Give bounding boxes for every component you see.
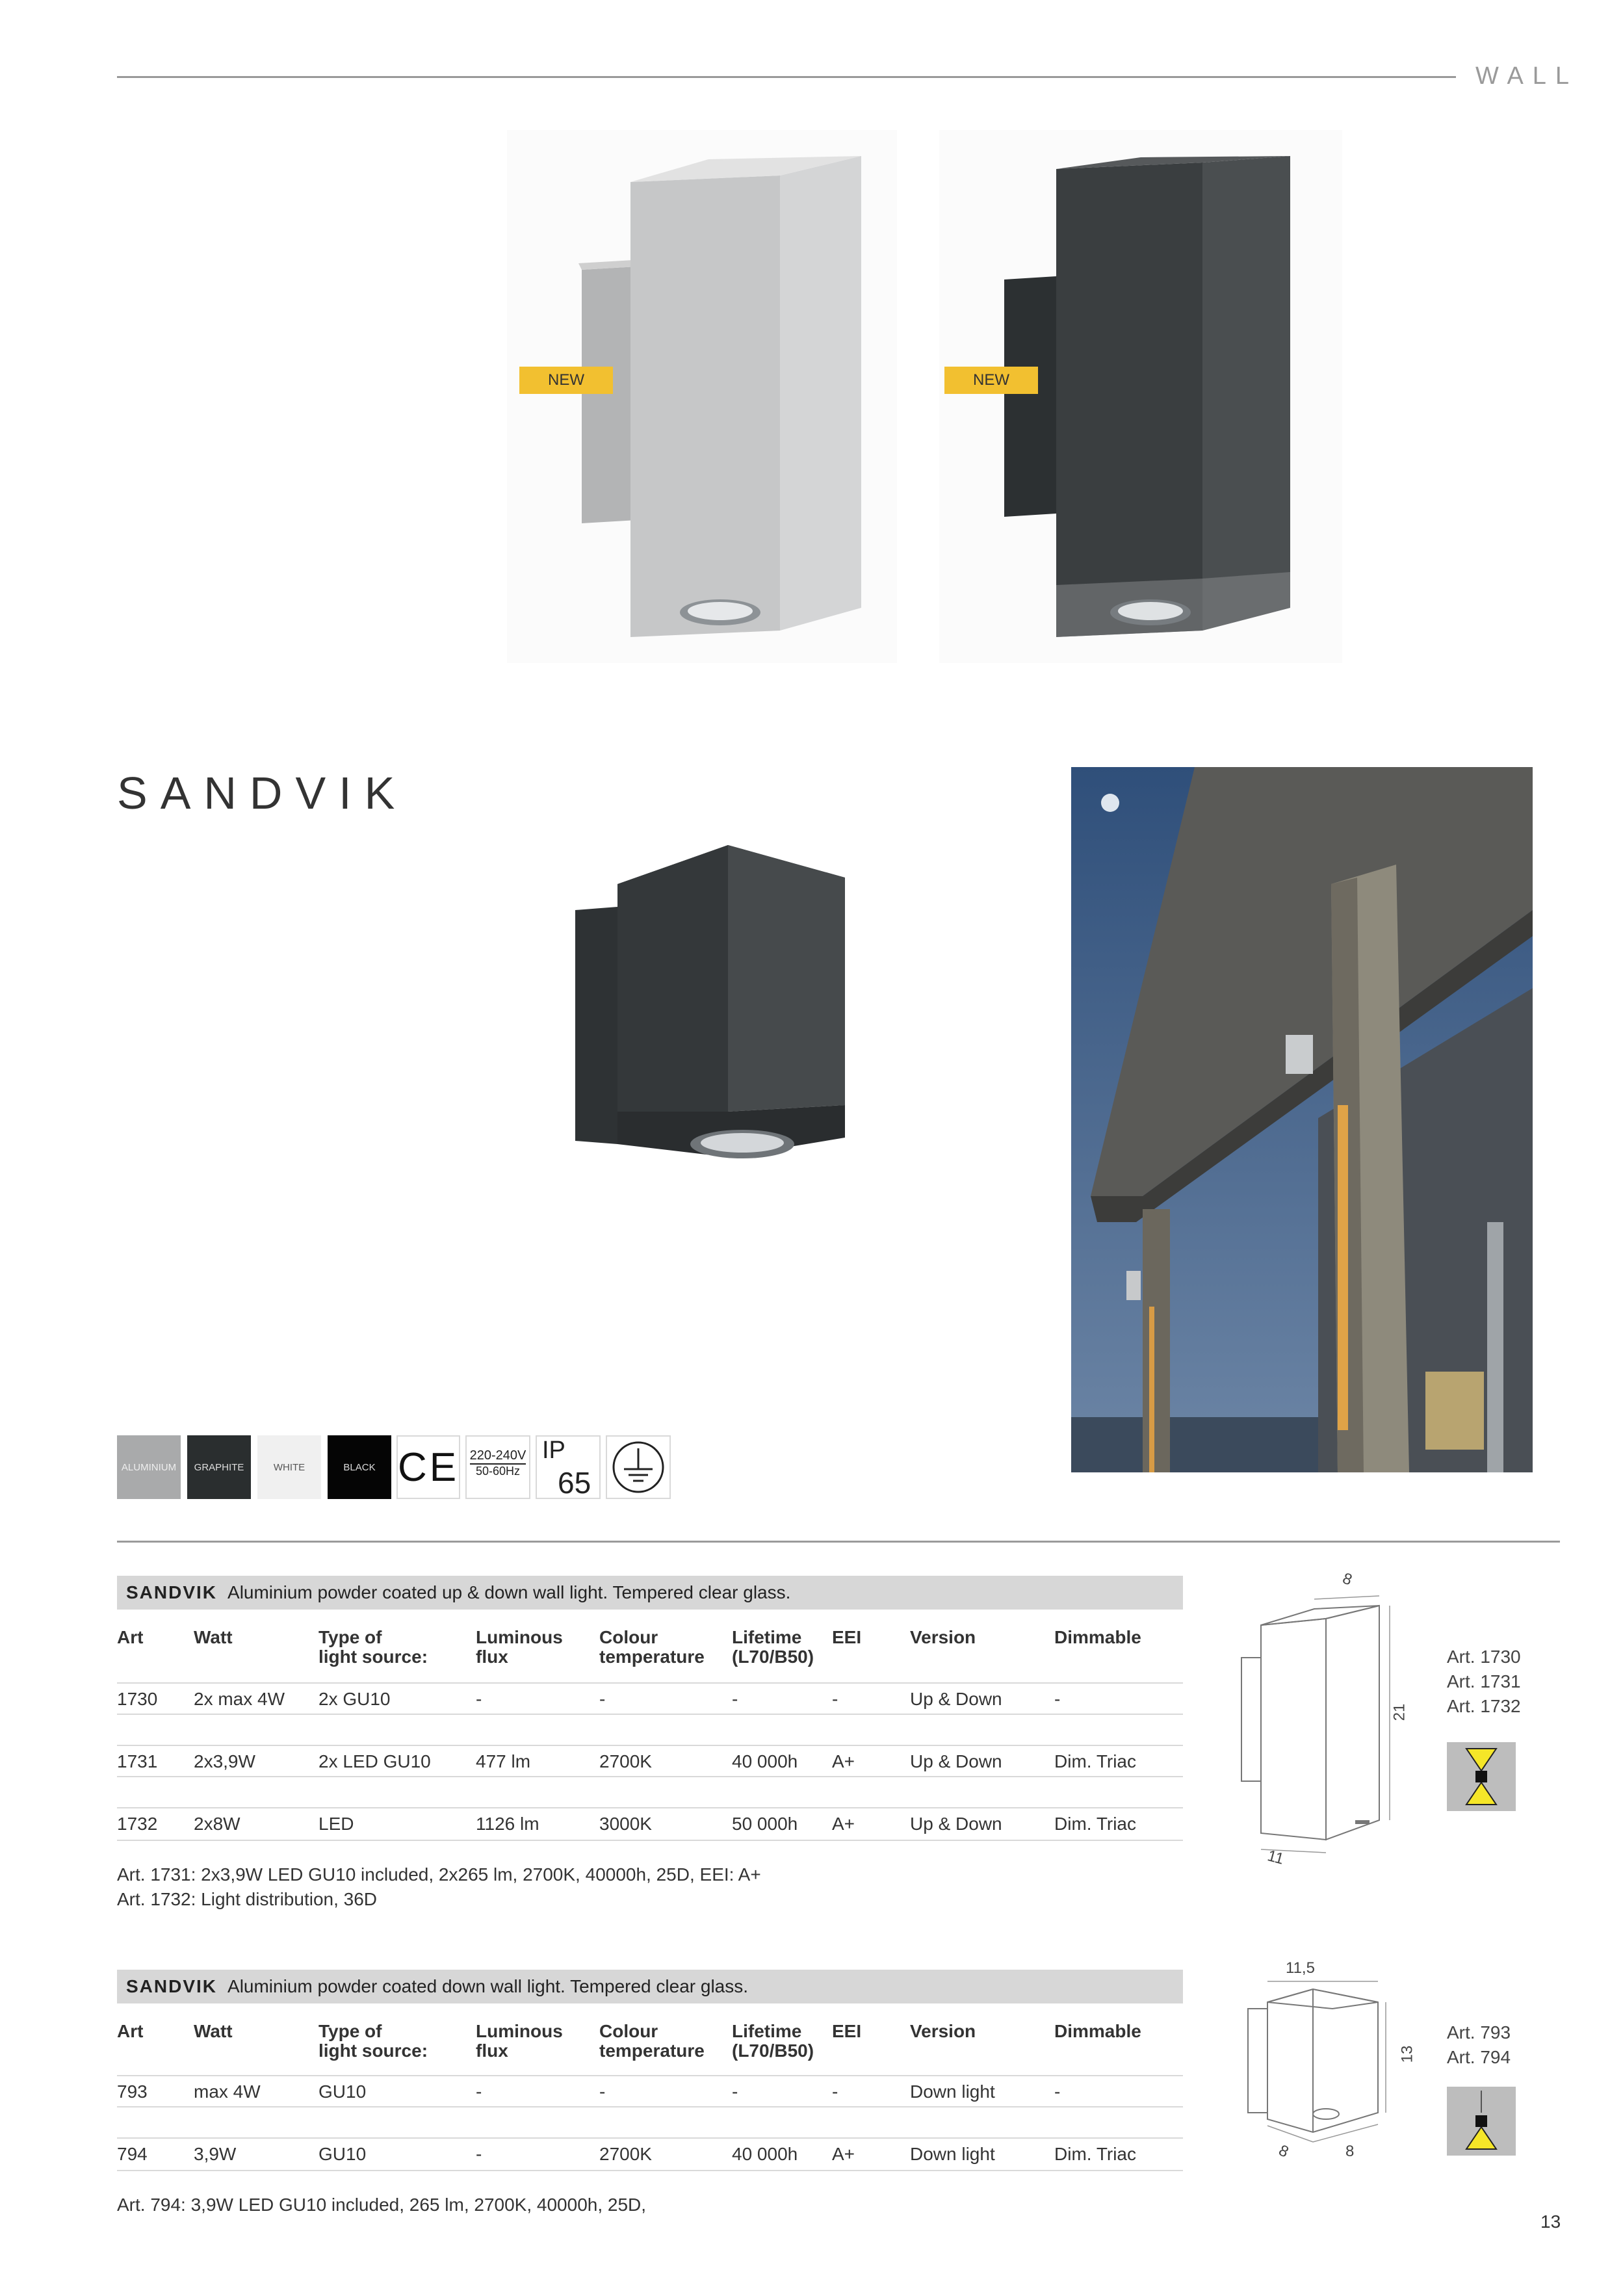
cell-eei: A+ [832, 1814, 855, 1834]
cell-version: Up & Down [910, 1689, 1002, 1709]
column-header: Art [117, 2021, 144, 2041]
cell-colour-temp: 3000K [599, 1814, 652, 1834]
cell-eei: A+ [832, 1751, 855, 1771]
dimension-drawing-up-down [1228, 1573, 1410, 1872]
column-header: EEI [832, 1627, 862, 1647]
cell-lifetime: 40 000h [732, 1751, 798, 1771]
swatch-black: BLACK [328, 1435, 391, 1499]
column-header: Lifetime (L70/B50) [732, 2021, 814, 2061]
dimension-label: 11 [1266, 1847, 1286, 1868]
row-divider [117, 1776, 1183, 1777]
product-photo-graphite [939, 130, 1342, 663]
column-header: Dimmable [1054, 1627, 1141, 1647]
cell-art: 793 [117, 2081, 148, 2102]
cell-watt: max 4W [194, 2081, 261, 2102]
swatch-graphite: GRAPHITE [187, 1435, 251, 1499]
dimension-label: 8 [1276, 2141, 1292, 2161]
row-divider [117, 1840, 1183, 1841]
ip65-icon: IP 65 [536, 1435, 601, 1499]
cell-eei: - [832, 2081, 838, 2102]
cell-flux: 477 lm [476, 1751, 531, 1771]
spec-note: Art. 1731: 2x3,9W LED GU10 included, 2x265 lm, 2700K, 40000h, 25D, EEI: A+ [117, 1864, 761, 1885]
cell-art: 1731 [117, 1751, 158, 1771]
column-header: Type of light source: [318, 2021, 428, 2061]
row-divider [117, 2137, 1183, 2139]
light-distribution-up-down-icon [1447, 1742, 1516, 1811]
cell-eei: - [832, 1689, 838, 1709]
section-label: WALL [1475, 62, 1579, 90]
cell-light-source: 2x LED GU10 [318, 1751, 431, 1771]
cell-lifetime: - [732, 2081, 738, 2102]
column-header: Art [117, 1627, 144, 1647]
cell-art: 1730 [117, 1689, 158, 1709]
swatch-aluminium: ALUMINIUM [117, 1435, 181, 1499]
cell-version: Up & Down [910, 1751, 1002, 1771]
new-badge: NEW [519, 367, 613, 394]
section-divider [117, 1541, 1560, 1543]
ground-symbol-icon [606, 1435, 671, 1499]
cell-colour-temp: - [599, 2081, 606, 2102]
cell-colour-temp: 2700K [599, 1751, 652, 1771]
cell-light-source: 2x GU10 [318, 1689, 391, 1709]
cell-art: 794 [117, 2144, 148, 2164]
column-header: Luminous flux [476, 2021, 563, 2061]
cell-watt: 2x max 4W [194, 1689, 285, 1709]
row-divider [117, 2075, 1183, 2076]
column-header: Type of light source: [318, 1627, 428, 1667]
cell-dimmable: - [1054, 2081, 1061, 2102]
cell-lifetime: - [732, 1689, 738, 1709]
row-divider [117, 2170, 1183, 2171]
dimension-drawing-down [1228, 1963, 1404, 2158]
cell-colour-temp: - [599, 1689, 606, 1709]
cell-version: Down light [910, 2081, 995, 2102]
cell-dimmable: - [1054, 1689, 1061, 1709]
column-header: Watt [194, 1627, 233, 1647]
header-rule [117, 76, 1456, 78]
cell-light-source: GU10 [318, 2144, 367, 2164]
cell-version: Down light [910, 2144, 995, 2164]
spec-note: Art. 794: 3,9W LED GU10 included, 265 lm, 2700K, 40000h, 25D, [117, 2195, 647, 2215]
cell-lifetime: 40 000h [732, 2144, 798, 2164]
cell-dimmable: Dim. Triac [1054, 2144, 1136, 2164]
cell-light-source: LED [318, 1814, 354, 1834]
dimension-label: 8 [1340, 1569, 1355, 1589]
light-distribution-down-icon [1447, 2087, 1516, 2156]
column-header: Luminous flux [476, 1627, 563, 1667]
product-photo-downlight [565, 839, 871, 1177]
art-reference-list: Art. 1730 Art. 1731 Art. 1732 [1447, 1647, 1521, 1716]
dimension-label: 13 [1398, 2045, 1416, 2063]
dimension-label: 21 [1390, 1703, 1409, 1721]
cell-dimmable: Dim. Triac [1054, 1751, 1136, 1771]
product-photo-aluminium [507, 130, 897, 663]
column-header: Version [910, 1627, 976, 1647]
row-divider [117, 1745, 1183, 1746]
cell-watt: 2x8W [194, 1814, 240, 1834]
art-reference-list: Art. 793 Art. 794 [1447, 2022, 1511, 2067]
dimension-label: 8 [1345, 2143, 1355, 2160]
column-header: EEI [832, 2021, 862, 2041]
dimension-label: 11,5 [1286, 1959, 1315, 1977]
column-header: Colour temperature [599, 1627, 705, 1667]
column-header: Watt [194, 2021, 233, 2041]
column-header: Lifetime (L70/B50) [732, 1627, 814, 1667]
swatch-white: WHITE [257, 1435, 321, 1499]
new-badge: NEW [944, 367, 1038, 394]
row-divider [117, 1807, 1183, 1808]
column-header: Colour temperature [599, 2021, 705, 2061]
product-title: SANDVIK [117, 768, 408, 818]
cell-lifetime: 50 000h [732, 1814, 798, 1834]
cell-eei: A+ [832, 2144, 855, 2164]
column-header: Version [910, 2021, 976, 2041]
spec-table-2-header: SANDVIK Aluminium powder coated down wall light. Tempered clear glass. [117, 1970, 1183, 2003]
cell-flux: - [476, 2144, 482, 2164]
spec-note: Art. 1732: Light distribution, 36D [117, 1889, 378, 1909]
column-header: Dimmable [1054, 2021, 1141, 2041]
lifestyle-photo [1071, 767, 1533, 1472]
page-number: 13 [1540, 2211, 1561, 2232]
cell-art: 1732 [117, 1814, 158, 1834]
cell-watt: 2x3,9W [194, 1751, 255, 1771]
cell-watt: 3,9W [194, 2144, 237, 2164]
ce-mark-icon: CE [396, 1435, 460, 1499]
spec-table-1-header: SANDVIK Aluminium powder coated up & down wall light. Tempered clear glass. [117, 1576, 1183, 1610]
cell-flux: - [476, 1689, 482, 1709]
cell-flux: - [476, 2081, 482, 2102]
row-divider [117, 2106, 1183, 2107]
row-divider [117, 1714, 1183, 1715]
cell-version: Up & Down [910, 1814, 1002, 1834]
cell-colour-temp: 2700K [599, 2144, 652, 2164]
voltage-label: 220-240V 50-60Hz [465, 1435, 530, 1499]
cell-flux: 1126 lm [476, 1814, 539, 1834]
cell-light-source: GU10 [318, 2081, 367, 2102]
row-divider [117, 1682, 1183, 1684]
cell-dimmable: Dim. Triac [1054, 1814, 1136, 1834]
